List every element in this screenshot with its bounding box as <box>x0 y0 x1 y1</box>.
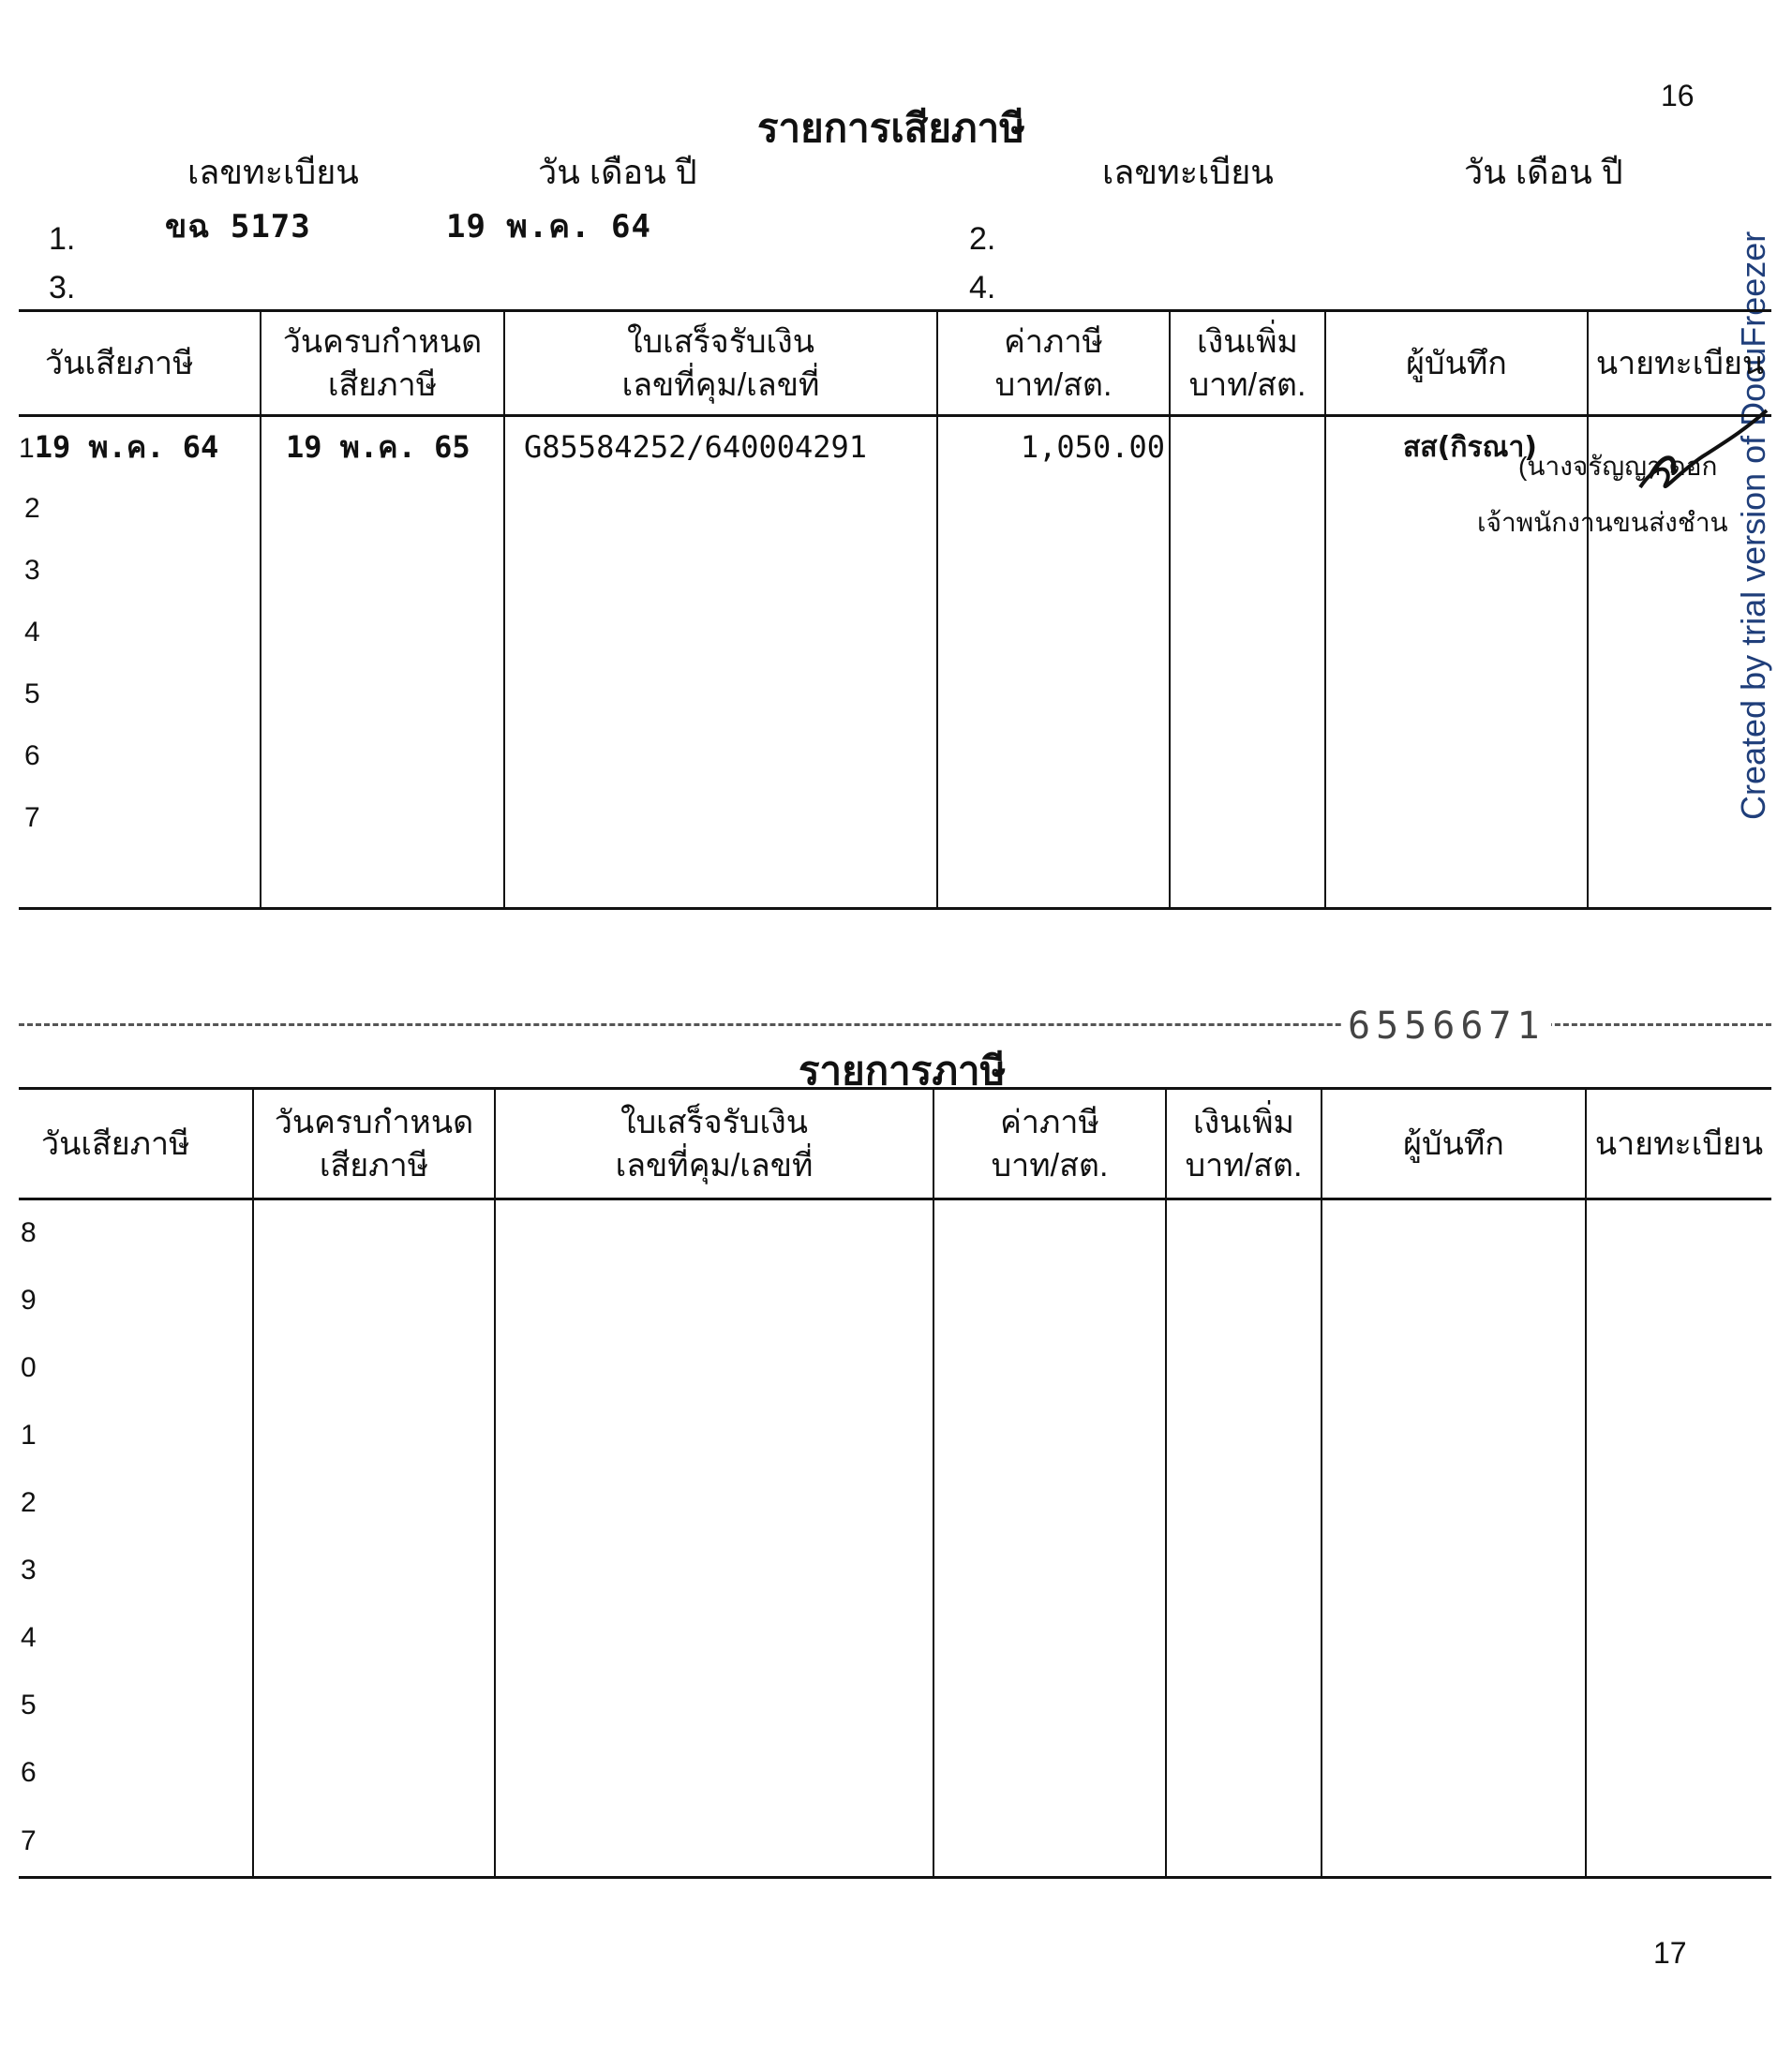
row-number: 7 <box>19 787 261 849</box>
reg-slot-3: 3. <box>49 270 76 305</box>
table-row <box>19 1199 1771 1267</box>
page-number-bottom: 17 <box>1653 1936 1687 1970</box>
row-number: 3 <box>19 540 261 602</box>
reg-slot-4: 4. <box>969 270 996 305</box>
header-receipt-line1: ใบเสร็จรับเงิน <box>620 1104 809 1140</box>
row1-recorder: สส(กิรณา) <box>1325 416 1588 478</box>
tax-payment-table <box>19 309 1771 910</box>
table-row <box>19 602 1771 663</box>
row-number: 5 <box>19 663 261 725</box>
watermark-text: Created by trial version of DocuFreezer <box>1734 231 1772 820</box>
header-due-date-line2: เสียภาษี <box>327 366 438 403</box>
table-row <box>19 1334 1771 1402</box>
header-due-date-line2: เสียภาษี <box>319 1147 429 1184</box>
table-row <box>19 849 1771 909</box>
serial-number: 6556671 <box>1342 1005 1551 1048</box>
table-row <box>19 540 1771 602</box>
header-due-date-line1: วันครบกำหนด <box>282 323 483 360</box>
row1-due-date: 19 พ.ค. 65 <box>261 416 504 478</box>
header-tax <box>933 1089 1166 1199</box>
header-recorder: ผู้บันทึก <box>1322 1089 1586 1199</box>
row1-tax: 1,050.00 <box>937 416 1170 478</box>
header-surcharge <box>1166 1089 1322 1199</box>
header-registrar: นายทะเบียน <box>1588 311 1771 416</box>
table-row <box>19 1604 1771 1672</box>
header-receipt <box>504 311 937 416</box>
header-due-date <box>261 311 504 416</box>
row1-receipt: G85584252/640004291 <box>504 416 937 478</box>
row-number: 2 <box>19 478 261 540</box>
header-surcharge-line2: บาท/สต. <box>1188 366 1307 403</box>
header-surcharge-line1: เงินเพิ่ม <box>1197 323 1298 360</box>
header-tax-line2: บาท/สต. <box>994 366 1113 403</box>
row-number: 0 <box>19 1334 253 1402</box>
tax-list-table <box>19 1087 1771 1879</box>
table-row <box>19 416 1771 478</box>
header-receipt-line2: เลขที่คุม/เลขที่ <box>621 366 820 403</box>
table-row <box>19 1402 1771 1469</box>
signature-name: (นางจรัญญา ดอก <box>1518 452 1718 481</box>
header-tax-line1: ค่าภาษี <box>1004 323 1103 360</box>
header-receipt <box>495 1089 933 1199</box>
table-row <box>19 787 1771 849</box>
header-tax-line1: ค่าภาษี <box>1000 1104 1099 1140</box>
signature-scribble <box>1631 403 1771 506</box>
table-row <box>19 1739 1771 1807</box>
row-number: 1 <box>19 1402 253 1469</box>
header-surcharge-line1: เงินเพิ่ม <box>1193 1104 1294 1140</box>
row-number: 2 <box>19 1469 253 1537</box>
pay-date-value: 19 พ.ค. 64 <box>34 428 219 465</box>
row-number: 9 <box>19 1267 253 1334</box>
header-due-date-line1: วันครบกำหนด <box>274 1104 474 1140</box>
row-number: 7 <box>19 1807 253 1878</box>
header-tax <box>937 311 1170 416</box>
row-number: 5 <box>19 1672 253 1739</box>
row-number: 8 <box>19 1199 253 1267</box>
reg1-number: ขฉ 5173 <box>165 208 311 246</box>
header-receipt-line1: ใบเสร็จรับเงิน <box>626 323 815 360</box>
table-row <box>19 1807 1771 1878</box>
table-row <box>19 1267 1771 1334</box>
page-number-top: 16 <box>1661 79 1695 112</box>
table-row <box>19 1537 1771 1604</box>
header-receipt-line2: เลขที่คุม/เลขที่ <box>615 1147 814 1184</box>
table-row <box>19 1672 1771 1739</box>
section1-title: รายการเสียภาษี <box>757 106 1025 150</box>
reg-slot-2: 2. <box>969 221 996 257</box>
row-number: 6 <box>19 1739 253 1807</box>
row1-pay-date <box>19 416 261 478</box>
header-registrar: นายทะเบียน <box>1586 1089 1771 1199</box>
header-pay-date: วันเสียภาษี <box>19 311 261 416</box>
row1-surcharge <box>1170 416 1325 478</box>
row-number: 6 <box>19 725 261 787</box>
header-due-date <box>253 1089 495 1199</box>
table-row <box>19 725 1771 787</box>
signature-title: เจ้าพนักงานขนส่งชำน <box>1477 508 1728 537</box>
table-row <box>19 663 1771 725</box>
header-surcharge-line2: บาท/สต. <box>1185 1147 1303 1184</box>
reg1-date: 19 พ.ค. 64 <box>446 208 651 246</box>
reg-label-left: เลขทะเบียน <box>187 153 359 191</box>
header-recorder: ผู้บันทึก <box>1325 311 1588 416</box>
date-label-right: วัน เดือน ปี <box>1464 153 1623 191</box>
row-number: 1 <box>19 432 35 464</box>
reg-slot-1: 1. <box>49 221 76 257</box>
header-tax-line2: บาท/สต. <box>991 1147 1109 1184</box>
table-row <box>19 1469 1771 1537</box>
reg-label-right: เลขทะเบียน <box>1102 153 1274 191</box>
section2-title: รายการภาษี <box>799 1049 1007 1093</box>
row-number: 4 <box>19 602 261 663</box>
row-number: 3 <box>19 1537 253 1604</box>
date-label-left: วัน เดือน ปี <box>538 153 697 191</box>
header-pay-date: วันเสียภาษี <box>19 1089 253 1199</box>
header-surcharge <box>1170 311 1325 416</box>
row-number: 4 <box>19 1604 253 1672</box>
